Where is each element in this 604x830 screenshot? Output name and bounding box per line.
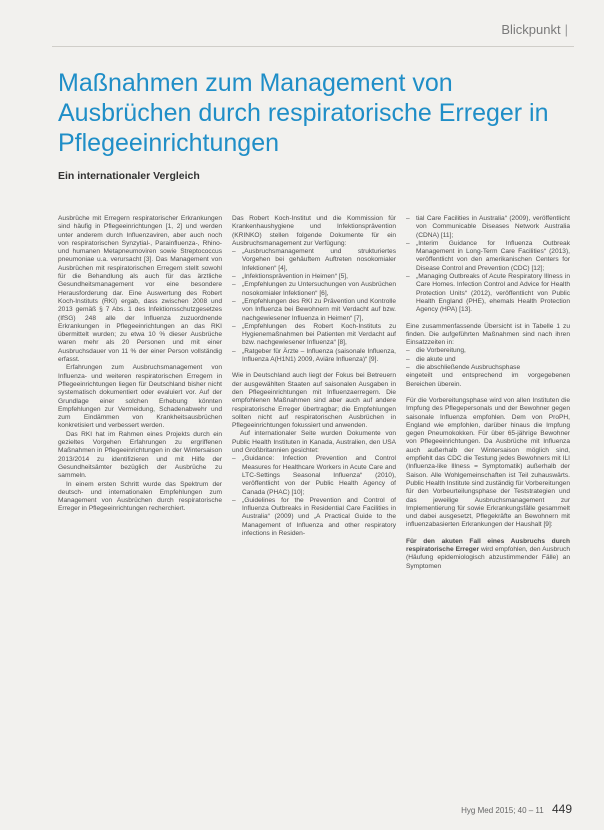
paragraph: eingeteilt und entsprechend im vorgegebenen Bereichen überein. xyxy=(406,372,570,388)
paragraph: In einem ersten Schritt wurde das Spektrum der deutsch- und internationalen Empfehlungen zum Management von Ausbrüchen durch respiratorische Erreger in Pflegeeinrichtungen recherchiert. xyxy=(58,480,222,513)
list-item: – „Guidance: Infection Prevention and Control Measures for Healthcare Workers in Acute Care and LTC-Settings Seasonal Influenza“ (2010), veröffentlicht von der Public Health Agency of Canada (PHAC) [10]; xyxy=(240,455,396,496)
column-2 xyxy=(232,215,396,800)
article-title: Maßnahmen zum Management von Ausbrüchen durch respiratorische Erreger in Pflegeeinrichtungen xyxy=(58,69,549,157)
phase-list xyxy=(406,347,570,372)
header-rule xyxy=(52,46,574,47)
list-item: – die akute und xyxy=(414,356,570,364)
paragraph: Auf internationaler Seite wurden Dokumente von Public Health Instituten in Kanada, Australien, den USA und Großbritannien gesichtet: xyxy=(232,430,396,455)
list-item: – „Ausbruchsmanagement und strukturiertes Vorgehen bei gehäuftem Auftreten nosokomialer Infektionen“ [4], xyxy=(240,248,396,273)
list-item: – „Interim Guidance for Influenza Outbreak Management in Long-Term Care Facilities“ (2013), veröffentlicht von den amerikanischen Centers for Disease Control and Prevention (CDC) [12]; xyxy=(414,240,570,273)
paragraph: Eine zusammenfassende Übersicht ist in Tabelle 1 zu finden. Die aufgeführten Maßnahmen sind nach ihren Einsatzzeiten in: xyxy=(406,322,570,347)
page-footer xyxy=(461,802,572,816)
paragraph-text: wird empfohlen, den Ausbruch (Häufung epidemiologisch abzustimmender Fälle) an Symptomen xyxy=(406,545,570,570)
paragraph: Das RKI hat im Rahmen eines Projekts durch ein gezieltes Vorgehen Erfahrungen zu ergriffenen Maßnahmen in Pflegeeinrichtungen in der Wintersaison 2013/2014 zu identifizieren und mit Hilfe der Gesundheitsämter bezüglich der Ausbrüche zu sammeln. xyxy=(58,430,222,480)
list-item: – die abschließende Ausbruchsphase xyxy=(414,364,570,372)
recommendation-list xyxy=(232,248,396,364)
paragraph xyxy=(406,538,570,571)
list-item: – „Ratgeber für Ärzte – Influenza (saisonale Influenza, Influenza A(H1N1) 2009, Aviäre Influenza)“ [9]. xyxy=(240,348,396,365)
list-item: – die Vorbereitung, xyxy=(414,347,570,355)
column-3 xyxy=(406,215,570,800)
section-rubric: Blickpunkt | xyxy=(501,22,568,37)
page-number: 449 xyxy=(551,802,572,816)
paragraph: Das Robert Koch-Institut und die Kommission für Krankenhaushygiene und Infektionsprävention (KRINKO) stellen folgende Dokumente für ein Ausbruchsmanagement zur Verfügung: xyxy=(232,215,396,247)
paragraph: Ausbrüche mit Erregern respiratorischer Erkrankungen sind häufig in Pflegeeinrichtungen [1, 2] und werden unter anderem durch Influenzaviren, aber auch noch von respiratorischen Synzytial-, Parainfluenza-, Rhino- und humanen Metapneumoviren sowie Streptococcus pneumoniae u.a. verursacht [3]. Das Management von Ausbrüchen mit respiratorischen Erregern stellt sowohl für die Behandlung als auch für das ärztliche Gesundheitsmanagement vor eine besondere Herausforderung dar. Eine Auswertung des Robert Koch-Instituts (RKI) ergab, dass zwischen 2008 und 2013 gemäß § 7 Abs. 1 des Infektionsschutzgesetzes (IfSG) 248 alle der Influenza zuzuordnende Erkrankungen in Pflegeeinrichtungen an das RKI übermittelt wurden; zu etwa 10 % dieser Ausbrüche waren mehr als 20 Personen und mit einer Ausbruchsdauer von 11 % der einer Person vollständig erfasst. xyxy=(58,215,222,364)
list-item: – „Guidelines for the Prevention and Control of Influenza Outbreaks in Residential Care Facilities in Australia“ (2009) und „A Practical Guide to the Management of Influenza and other respiratory infections in Residen- xyxy=(240,497,396,538)
column-1 xyxy=(58,215,222,800)
article-subtitle: Ein internationaler Vergleich xyxy=(58,170,200,182)
list-item: – „Infektionsprävention in Heimen“ [5], xyxy=(240,273,396,281)
list-item: – tial Care Facilities in Australia“ (2009), veröffentlicht von Communicable Diseases Network Australia (CDNA) [11]; xyxy=(414,215,570,240)
paragraph: Wie in Deutschland auch liegt der Fokus bei Betreuern der ausgewählten Staaten auf saisonalen Ausgaben in den Pflegeeinrichtungen mit Influenzaerregern. Die empfohlenen Maßnahmen sind aber auch auf andere respiratorische Erreger übertragbar; die Empfehlungen sollten nicht auf respiratorischen Ausbrüchen in Pflegeeinrichtungen fokussiert und anwenden. xyxy=(232,372,396,430)
list-item: – „Empfehlungen des Robert Koch-Instituts zu Hygienemaßnahmen bei Patienten mit Verdacht auf bzw. nachgewiesener Influenza“ [8], xyxy=(240,323,396,348)
international-list xyxy=(232,455,396,538)
list-item: – „Empfehlungen zu Untersuchungen von Ausbrüchen nosokomialer Infektionen“ [6], xyxy=(240,281,396,298)
international-list-continued xyxy=(406,215,570,315)
acute-phase-label: Für den akuten Fall eines Ausbruchs durch respiratorische Erreger xyxy=(406,537,570,553)
list-item: – „Managing Outbreaks of Acute Respiratory Illness in Care Homes. Infection Control and Advice for Health Protection Units“ (2012), veröffentlicht von Public Health England (PHE), ehemals Health Protection Agency (HPA) [13]. xyxy=(414,273,570,314)
paragraph: Erfahrungen zum Ausbruchsmanagement von Influenza- und weiteren respiratorischen Erregern in Pflegeeinrichtungen liegen für Deutschland bisher nicht systematisch dokumentiert oder evaluiert vor. Auf der Grundlage einer solchen Erhebung könnten Empfehlungen zur Vermeidung, Schadenabwehr und zum Eindämmen von Krankheitsausbrüchen konkretisiert und verbessert werden. xyxy=(58,364,222,430)
list-item: – „Empfehlungen des RKI zu Prävention und Kontrolle von Influenza bei Bewohnern mit Verdacht auf bzw. nachgewiesener Influenza in Heimen“ [7], xyxy=(240,298,396,323)
paragraph: Für die Vorbereitungsphase wird von allen Instituten die Impfung des Pflegepersonals und der Bewohner gegen saisonale Influenza empfohlen. Dem von ProPH, England wie empfohlen, darüber hinaus die Impfung gegen Pneumokokken. Für über 65-jährige Bewohner von Pflegeeinrichtungen. Da Ausbrüche mit Influenza auch außerhalb der Wintersaison möglich sind, empfiehlt das CDC die Testung jedes Bewohners mit ILI (Influenza-like Illness = Symptomatik) außerhalb der Saison. Alle Wohlgemeinschaften ist Teil zuhauswärts. Public Health Institute sind zuständig für Vorbereitungen für den Vorbeurteilungsphase der Teststrategien und das jeweilige Ausbruchsmanagement zur Implementierung für sowie Erkrankungsfälle gesammelt und dabei ausgesetzt, Pflegekräfte an Bewohnern mit influenzabasierten Erkrankungen der Haushalt [9]: xyxy=(406,396,570,529)
journal-reference: Hyg Med 2015; 40 – 11 xyxy=(461,806,544,815)
